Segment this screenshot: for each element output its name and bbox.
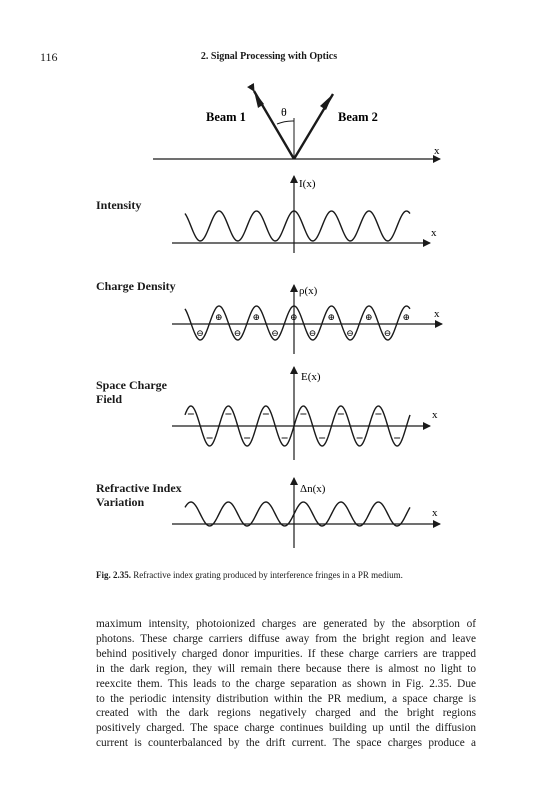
negative-charge-icon: ⊖	[383, 328, 392, 338]
index-curve	[185, 502, 410, 526]
positive-charge-icon: ⊕	[252, 312, 261, 322]
positive-charge-icon: ⊕	[365, 312, 373, 322]
body-text-line: maximum intensity, photoionized charges are generated by the absorption of	[96, 618, 476, 630]
negative-charge-icon: ⊖	[308, 328, 317, 338]
charge-axis-label: ρ(x)	[299, 285, 318, 297]
theta-arc	[277, 121, 294, 124]
figure-caption	[96, 570, 403, 580]
body-text-line: in the dark region, they will remain there because there is almost no light to	[96, 662, 476, 675]
negative-charge-icon: ⊖	[346, 328, 354, 338]
charge-x-label: x	[434, 308, 440, 320]
intensity-x-label: x	[431, 227, 437, 239]
body-text-line: current is counterbalanced by the drift current. The space charges produce a	[96, 737, 476, 750]
page-number: 116	[40, 50, 58, 64]
body-text-line: behind positively charged donor impurities. If these charge carriers are trapped	[96, 647, 476, 660]
index-axis-label: Δn(x)	[300, 483, 326, 495]
intensity-axis-label: I(x)	[299, 178, 316, 190]
theta-label: θ	[281, 105, 287, 119]
positive-charge-icon: ⊕	[215, 312, 223, 322]
field-axis-label: E(x)	[301, 371, 321, 383]
charge-symbols	[196, 312, 410, 338]
top-x-label: x	[434, 145, 440, 157]
body-text	[96, 617, 476, 751]
caption-text: Refractive index grating produced by interference fringes in a PR medium.	[131, 570, 403, 580]
beam-1-label: Beam 1	[206, 110, 246, 124]
body-text-line: photons. These charge carriers diffuse away from the bright region and leave	[96, 632, 476, 645]
negative-charge-icon: ⊖	[196, 328, 204, 338]
body-text-line: reexcite them. This leads to the charge separation as shown in Fig. 2.35. Due	[96, 677, 476, 690]
negative-charge-icon: ⊖	[233, 328, 242, 338]
field-x-label: x	[432, 409, 438, 421]
row-label-charge-density: Charge Density	[96, 279, 176, 293]
beam-2-label: Beam 2	[338, 110, 378, 124]
body-text-line: created with the dark regions negatively charged and the bright regions	[96, 707, 476, 720]
body-text-line: to the periodic intensity distribution within the PR medium, a space charge is	[96, 692, 476, 705]
body-text-line: positively charged. The space charge continues building up until the diffusion	[96, 722, 476, 735]
row-label-space-charge-field: Space Charge Field	[96, 378, 167, 406]
positive-charge-icon: ⊕	[402, 312, 411, 322]
row-label-intensity: Intensity	[96, 198, 142, 212]
index-x-label: x	[432, 507, 438, 519]
intensity-curve	[185, 211, 410, 241]
negative-charge-icon: ⊖	[271, 328, 279, 338]
caption-number: Fig. 2.35.	[96, 570, 131, 580]
positive-charge-icon: ⊕	[290, 312, 298, 322]
row-label-refractive-index: Refractive Index Variation	[96, 481, 182, 509]
positive-charge-icon: ⊕	[327, 312, 336, 322]
running-head: 2. Signal Processing with Optics	[200, 51, 338, 62]
